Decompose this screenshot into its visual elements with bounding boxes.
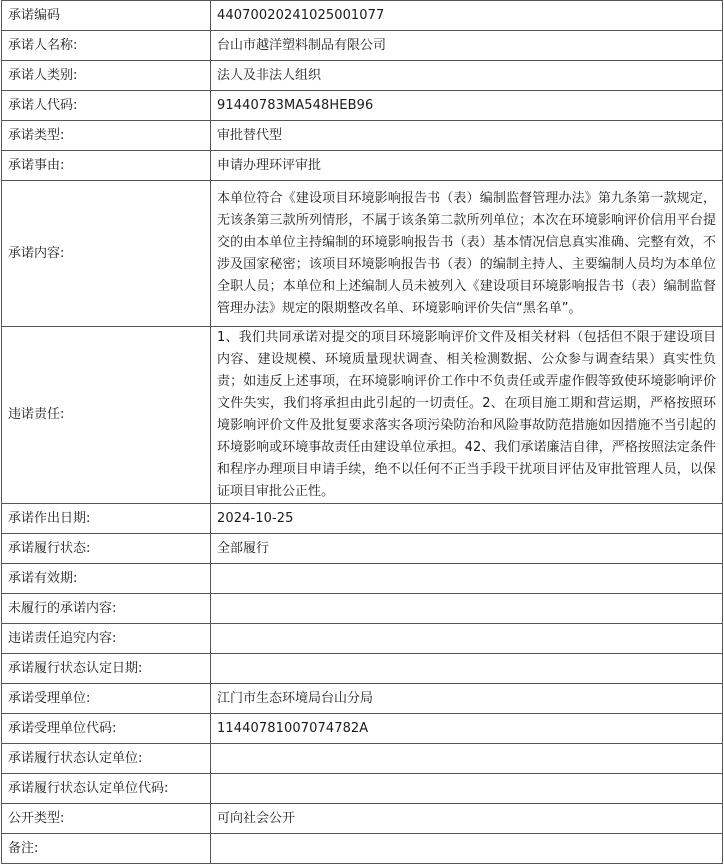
label-validity-period: 承诺有效期: <box>2 564 211 594</box>
row-commitment-reason <box>2 151 723 181</box>
label-commitment-date: 承诺作出日期: <box>2 504 211 534</box>
value-unfulfilled-content <box>211 594 723 624</box>
label-commitment-code: 承诺编码 <box>2 1 211 31</box>
label-unfulfilled-content: 未履行的承诺内容: <box>2 594 211 624</box>
value-status-determination-date <box>211 654 723 684</box>
label-determination-unit-code: 承诺履行状态认定单位代码: <box>2 774 211 804</box>
label-commitment-type: 承诺类型: <box>2 121 211 151</box>
value-promisor-code: 91440783MA548HEB96 <box>211 91 723 121</box>
row-commitment-content <box>2 181 723 327</box>
row-validity-period <box>2 564 723 594</box>
value-commitment-date: 2024-10-25 <box>211 504 723 534</box>
commitment-info-table <box>1 0 723 864</box>
row-commitment-code <box>2 1 723 31</box>
value-determination-unit-code <box>211 774 723 804</box>
label-breach-liability: 违诺责任: <box>2 327 211 504</box>
label-accepting-unit: 承诺受理单位: <box>2 684 211 714</box>
value-commitment-content: 本单位符合《建设项目环境影响报告书（表）编制监督管理办法》第九条第一款规定，无该条第三款所列情形，不属于该条第二款所列单位；本次在环境影响评价信用平台提交的由本单位主持编制的环境影响报告书（表）基本情况信息真实准确、完整有效，不涉及国家秘密；该项目环境影响报告书（表）的编制主持人、主要编制人员均为本单位全职人员；本单位和上述编制人员未被列入《建设项目环境影响报告书（表）编制监督管理办法》规定的限期整改名单、环境影响评价失信“黑名单”。 <box>211 181 723 327</box>
row-determination-unit-code <box>2 774 723 804</box>
label-disclosure-type: 公开类型: <box>2 804 211 834</box>
label-promisor-code: 承诺人代码: <box>2 91 211 121</box>
label-fulfillment-status: 承诺履行状态: <box>2 534 211 564</box>
value-determination-unit <box>211 744 723 774</box>
label-promisor-category: 承诺人类别: <box>2 61 211 91</box>
label-commitment-reason: 承诺事由: <box>2 151 211 181</box>
row-unfulfilled-content <box>2 594 723 624</box>
value-commitment-reason: 申请办理环评审批 <box>211 151 723 181</box>
row-accepting-unit <box>2 684 723 714</box>
value-liability-pursuit <box>211 624 723 654</box>
value-commitment-code: 44070020241025001077 <box>211 1 723 31</box>
value-disclosure-type: 可向社会公开 <box>211 804 723 834</box>
row-promisor-name <box>2 31 723 61</box>
label-determination-unit: 承诺履行状态认定单位: <box>2 744 211 774</box>
row-commitment-type <box>2 121 723 151</box>
value-breach-liability: 1、我们共同承诺对提交的项目环境影响评价文件及相关材料（包括但不限于建设项目内容、建设规模、环境质量现状调查、相关检测数据、公众参与调查结果）真实性负责；如违反上述事项，在环境影响评价工作中不负责任或弄虚作假等致使环境影响评价文件失实，我们将承担由此引起的一切责任。2、在项目施工期和营运期，严格按照环境影响评价文件及批复要求落实各项污染防治和风险事故防范措施如因措施不当引起的环境影响或环境事故责任由建设单位承担。42、我们承诺廉洁自律，严格按照法定条件和程序办理项目申请手续，绝不以任何不正当手段干扰项目评估及审批管理人员，以保证项目审批公正性。 <box>211 327 723 504</box>
label-promisor-name: 承诺人名称: <box>2 31 211 61</box>
value-promisor-name: 台山市越洋塑料制品有限公司 <box>211 31 723 61</box>
label-commitment-content: 承诺内容: <box>2 181 211 327</box>
row-breach-liability <box>2 327 723 504</box>
row-commitment-date <box>2 504 723 534</box>
row-accepting-unit-code <box>2 714 723 744</box>
label-accepting-unit-code: 承诺受理单位代码: <box>2 714 211 744</box>
label-remarks: 备注: <box>2 834 211 864</box>
row-liability-pursuit <box>2 624 723 654</box>
row-fulfillment-status <box>2 534 723 564</box>
row-promisor-category <box>2 61 723 91</box>
value-promisor-category: 法人及非法人组织 <box>211 61 723 91</box>
label-status-determination-date: 承诺履行状态认定日期: <box>2 654 211 684</box>
row-disclosure-type <box>2 804 723 834</box>
value-accepting-unit: 江门市生态环境局台山分局 <box>211 684 723 714</box>
row-status-determination-date <box>2 654 723 684</box>
row-determination-unit <box>2 744 723 774</box>
value-accepting-unit-code: 11440781007074782A <box>211 714 723 744</box>
value-commitment-type: 审批替代型 <box>211 121 723 151</box>
value-validity-period <box>211 564 723 594</box>
value-remarks <box>211 834 723 864</box>
label-liability-pursuit: 违诺责任追究内容: <box>2 624 211 654</box>
row-remarks <box>2 834 723 864</box>
row-promisor-code <box>2 91 723 121</box>
value-fulfillment-status: 全部履行 <box>211 534 723 564</box>
